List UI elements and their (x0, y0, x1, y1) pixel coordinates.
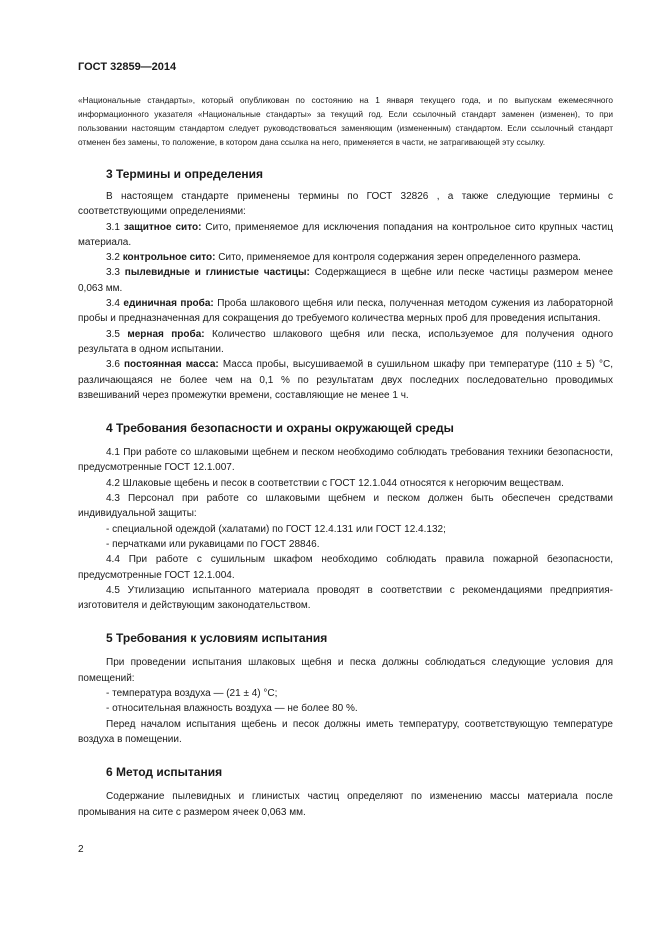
term-number: 3.4 (106, 298, 120, 310)
term-number: 3.6 (106, 359, 120, 371)
section-4-title: 4 Требования безопасности и охраны окружающей среды (106, 421, 454, 436)
term-name: пылевидные и глинистые частицы: (124, 267, 310, 279)
clause-4-4: 4.4 При работе с сушильным шкафом необходимо соблюдать правила пожарной безопасности, предусмотренные ГОСТ 12.1.004. (78, 554, 613, 581)
term-3-6 (78, 357, 613, 403)
term-number: 3.2 (106, 252, 120, 264)
clause-6-method: Содержание пылевидных и глинистых частиц определяют по изменению массы материала после промывания на сите с размером ячеек 0,063 мм. (78, 791, 613, 818)
section-6-title: 6 Метод испытания (106, 765, 223, 780)
clause-4-5: 4.5 Утилизацию испытанного материала проводят в соответствии с рекомендациями предприятия-изготовителя и действующим законодательством. (78, 584, 613, 612)
term-3-5 (78, 327, 613, 358)
section-5-title: 5 Требования к условиям испытания (106, 631, 328, 646)
section-3-title: 3 Термины и определения (106, 167, 264, 181)
term-number: 3.5 (106, 328, 120, 340)
term-definition: Содержащиеся в щебне или песке частицы размером менее 0,063 мм. (78, 267, 614, 294)
term-name: защитное сито: (123, 221, 202, 233)
term-name: контрольное сито: (122, 252, 216, 264)
term-3-1 (78, 220, 613, 251)
list-item-special-clothing: - специальной одеждой (халатами) по ГОСТ 12.4.131 или ГОСТ 12.4.132; (106, 523, 446, 535)
term-number: 3.1 (106, 221, 120, 233)
term-name: мерная проба: (127, 328, 205, 340)
section-4-body (78, 445, 613, 613)
list-item-temperature: - температура воздуха — (21 ± 4) °С; (106, 688, 278, 700)
term-name: единичная проба: (123, 298, 214, 310)
clause-5-material-temperature: Перед началом испытания щебень и песок должны иметь температуру, соответствующую температуре воздуха в помещении. (78, 718, 613, 745)
clause-4-3: 4.3 Персонал при работе со шлаковыми щебнем и песком должен быть обеспечен средствами индивидуальной защиты: (78, 493, 613, 520)
section-5-body (78, 655, 613, 747)
referenced-standards-note: «Национальные стандарты», который опубликован по состоянию на 1 января текущего года, и по выпускам ежемесячного информационного указателя «Национальные стандарты» за текущий год. Если ссылочный стандарт заменен (изменен), то при пользовании настоящим стандартом следует руководствоваться заменяющим (измененным) стандартом. Если ссылочный стандарт отменен без замены, то положение, в котором дана ссылка на него, применяется в части, не затрагивающей эту ссылку. (78, 95, 613, 147)
term-definition: Сито, применяемое для исключения попадания на контрольное сито крупных частиц материала. (78, 221, 613, 248)
clause-4-1: 4.1 При работе со шлаковыми щебнем и песком необходимо соблюдать требования техники безопасности, предусмотренные ГОСТ 12.1.007. (78, 447, 613, 474)
clause-4-2: 4.2 Шлаковые щебень и песок в соответствии с ГОСТ 12.1.044 относятся к негорючим веществам. (106, 477, 564, 489)
page-number: 2 (78, 844, 84, 855)
clause-5-conditions: При проведении испытания шлаковых щебня и песка должны соблюдаться следующие условия для помещений: (78, 657, 613, 684)
term-definition: Сито, применяемое для контроля содержания зерен определенного размера. (218, 252, 581, 264)
term-definition: Проба шлакового щебня или песка, полученная методом сужения из лабораторной пробы и предназначенная для сокращения до требуемого количества мерных проб для проведения испытания. (78, 298, 614, 325)
term-number: 3.3 (106, 267, 120, 279)
section-3-intro: В настоящем стандарте применены термины по ГОСТ 32826 , а также следующие термины с соответствующими определениями: (78, 191, 613, 218)
term-definition: Масса пробы, высушиваемой в сушильном шкафу при температуре (110 ± 5) °С, различающаяся не более чем на 0,1 % по результатам двух последних последовательно проводимых взвешиваний через промежутки времени, составляющие не менее 1 ч. (78, 359, 614, 401)
page-content (78, 93, 613, 820)
term-definition: Количество шлакового щебня или песка, используемое для получения одного результата в одном испытании. (78, 328, 614, 355)
term-3-2 (78, 250, 613, 265)
list-item-gloves: - перчатками или рукавицами по ГОСТ 28846. (106, 538, 320, 550)
section-6-body (78, 789, 613, 820)
term-3-4 (78, 296, 613, 327)
term-3-3 (78, 265, 613, 296)
list-item-humidity: - относительная влажность воздуха — не более 80 %. (106, 703, 358, 715)
section-3-body (78, 189, 613, 403)
document-header: ГОСТ 32859—2014 (78, 61, 177, 73)
term-name: постоянная масса: (124, 359, 219, 371)
